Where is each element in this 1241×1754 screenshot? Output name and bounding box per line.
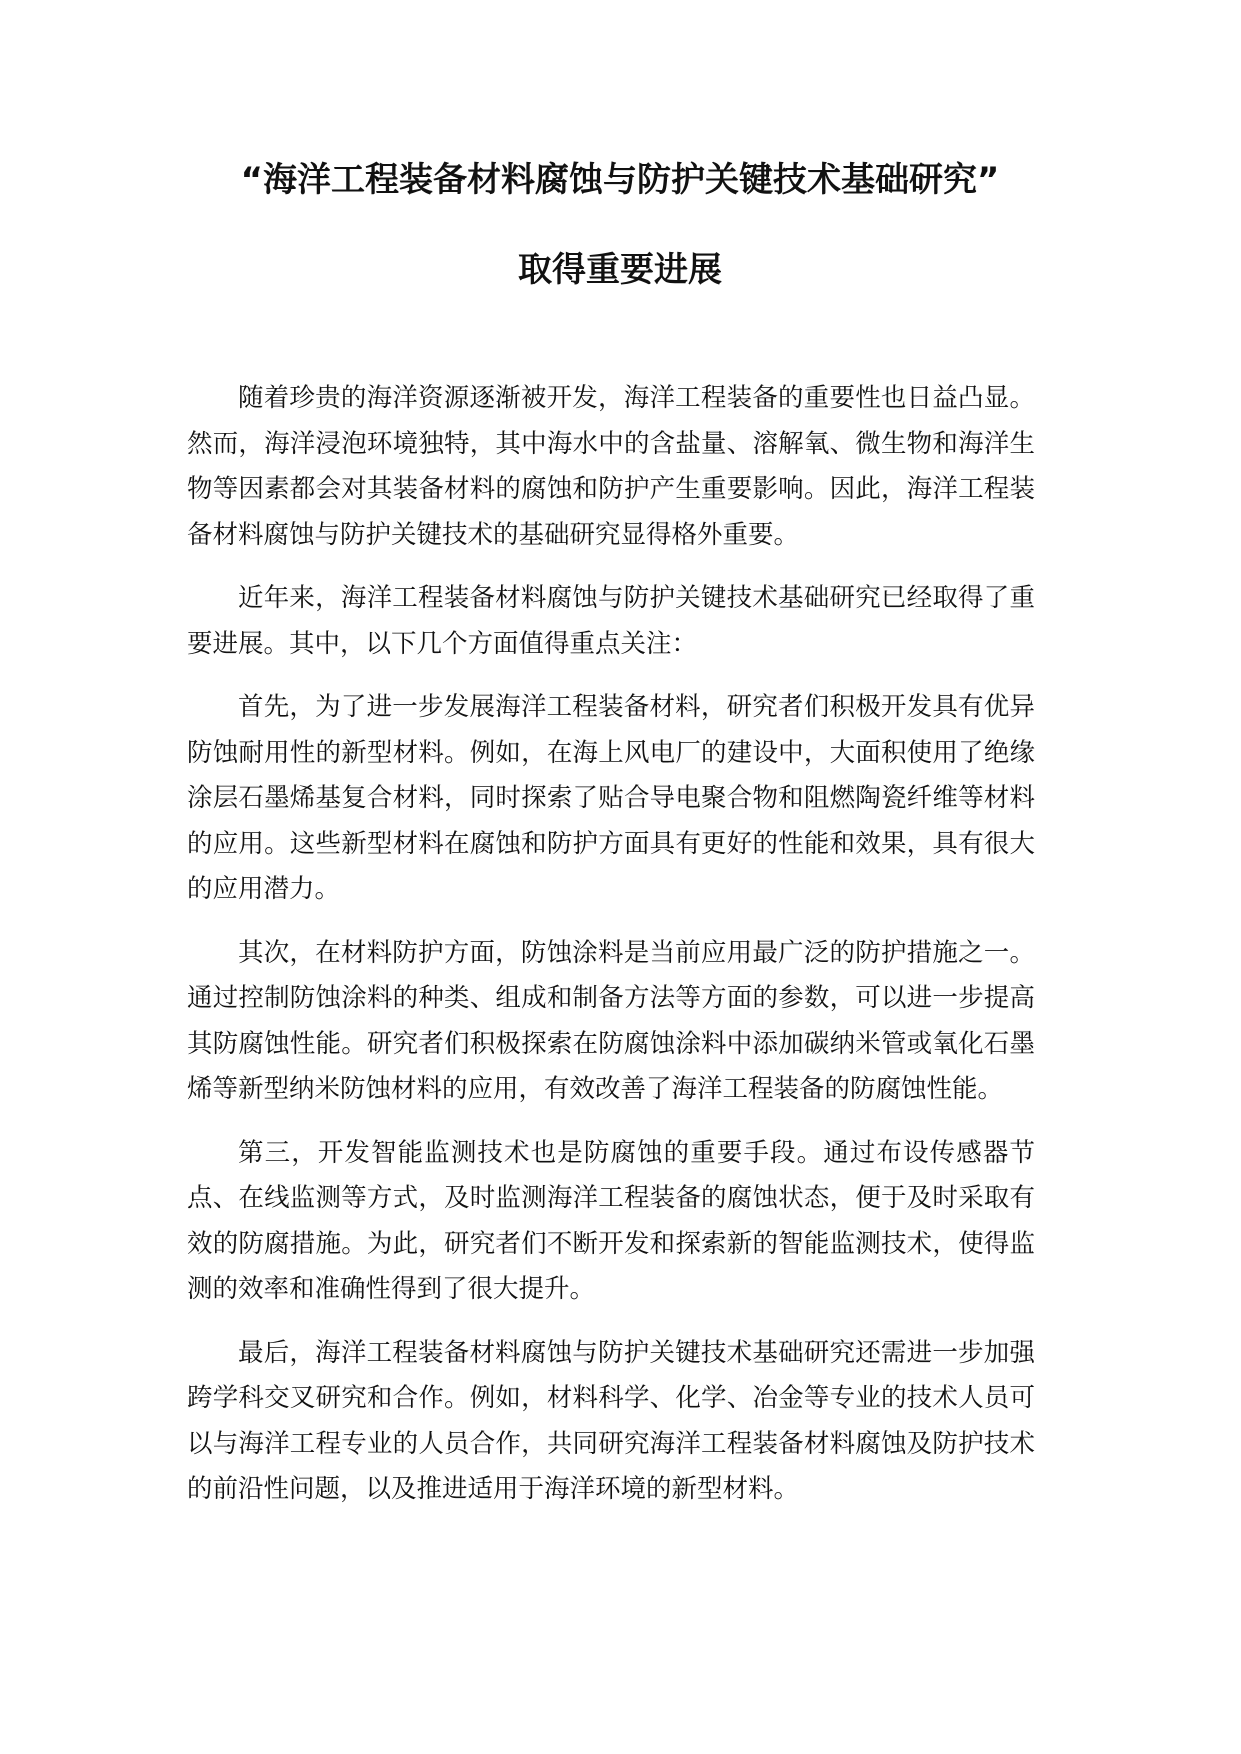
paragraph-6: 最后，海洋工程装备材料腐蚀与防护关键技术基础研究还需进一步加强跨学科交叉研究和合作。例如，材料科学、化学、冶金等专业的技术人员可以与海洋工程专业的人员合作，共同研究海洋工程装备材料腐蚀及防护技术的前沿性问题，以及推进适用于海洋环境的新型材料。 — [187, 1337, 1035, 1504]
paragraph-3: 首先，为了进一步发展海洋工程装备材料，研究者们积极开发具有优异防蚀耐用性的新型材料。例如，在海上风电厂的建设中，大面积使用了绝缘涂层石墨烯基复合材料，同时探索了贴合导电聚合物和阻燃陶瓷纤维等材料的应用。这些新型材料在腐蚀和防护方面具有更好的性能和效果，具有很大的应用潜力。 — [187, 692, 1035, 904]
title-line-2: 取得重要进展 — [518, 250, 722, 290]
paragraph-5: 第三，开发智能监测技术也是防腐蚀的重要手段。通过布设传感器节点、在线监测等方式，及时监测海洋工程装备的腐蚀状态，便于及时采取有效的防腐措施。为此，研究者们不断开发和探索新的智能监测技术，使得监测的效率和准确性得到了很大提升。 — [187, 1137, 1035, 1304]
document-title — [150, 156, 1090, 294]
paragraph-4: 其次，在材料防护方面，防蚀涂料是当前应用最广泛的防护措施之一。通过控制防蚀涂料的种类、组成和制备方法等方面的参数，可以进一步提高其防腐蚀性能。研究者们积极探索在防腐蚀涂料中添加碳纳米管或氧化石墨烯等新型纳米防蚀材料的应用，有效改善了海洋工程装备的防腐蚀性能。 — [187, 937, 1035, 1104]
paragraph-1: 随着珍贵的海洋资源逐渐被开发，海洋工程装备的重要性也日益凸显。然而，海洋浸泡环境独特，其中海水中的含盐量、溶解氧、微生物和海洋生物等因素都会对其装备材料的腐蚀和防护产生重要影响。因此，海洋工程装备材料腐蚀与防护关键技术的基础研究显得格外重要。 — [187, 383, 1035, 550]
paragraph-2: 近年来，海洋工程装备材料腐蚀与防护关键技术基础研究已经取得了重要进展。其中，以下几个方面值得重点关注： — [187, 583, 1035, 659]
title-line-1: “海洋工程装备材料腐蚀与防护关键技术基础研究” — [240, 160, 1000, 200]
document-body — [187, 376, 1035, 1531]
